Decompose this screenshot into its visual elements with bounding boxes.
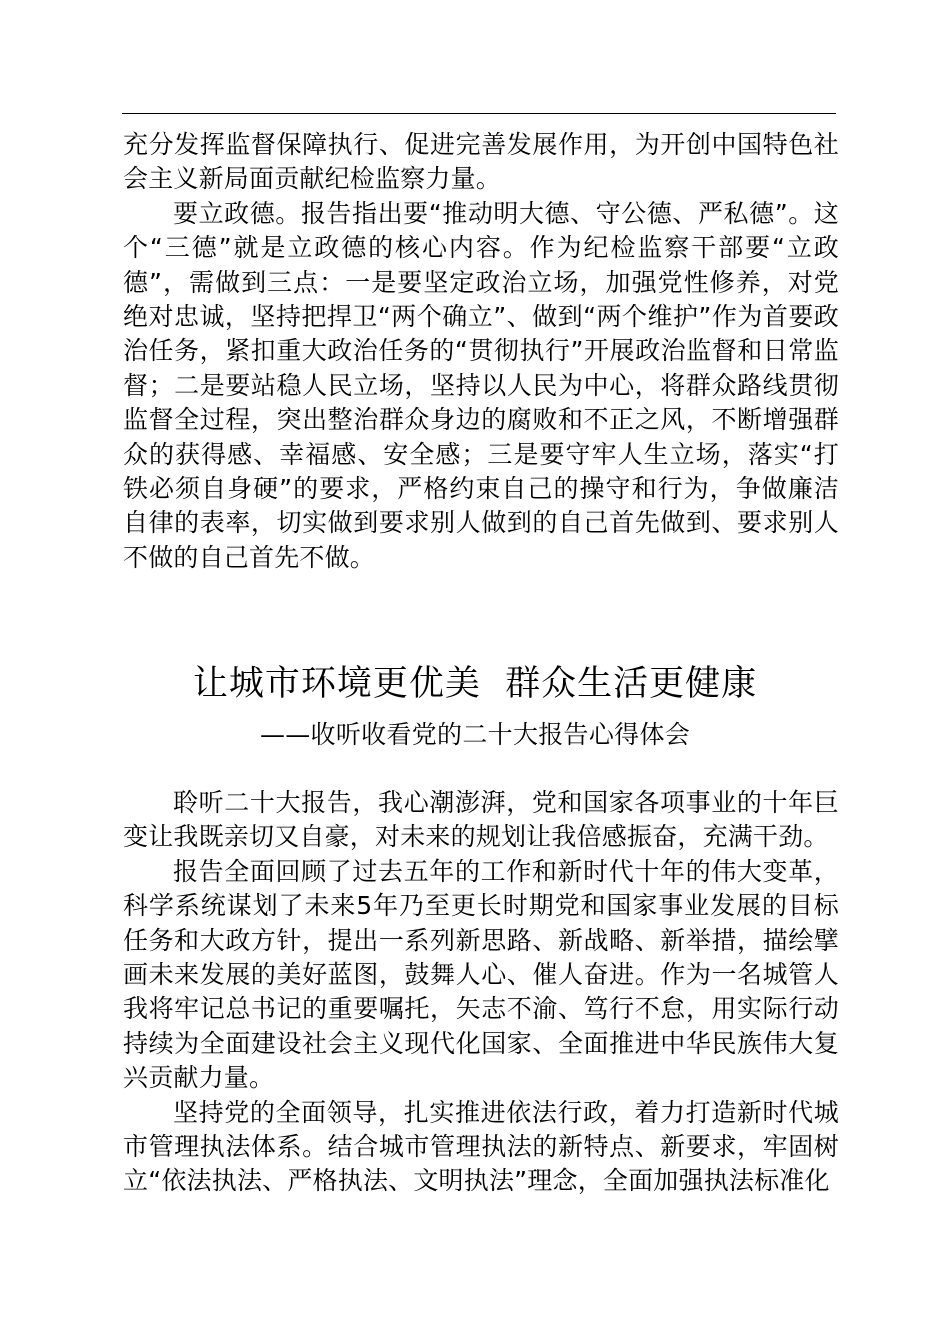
article-body bbox=[123, 786, 839, 1199]
article-title: 让城市环境更优美 群众生活更健康 bbox=[192, 664, 758, 704]
paragraph-continuation: 充分发挥监督保障执行、促进完善发展作用，为开创中国特色社会主义新局面贡献纪检监察力量。 bbox=[123, 130, 839, 194]
paragraph-report-review: 报告全面回顾了过去五年的工作和新时代十年的伟大变革，科学系统谋划了未来5年乃至更长时期党和国家事业发展的目标任务和大政方针，提出一系列新思路、新战略、新举措，描绘擘画未来发展的美好蓝图，鼓舞人心、催人奋进。作为一名城管人我将牢记总书记的重要嘱托，矢志不渝、笃行不怠，用实际行动持续为全面建设社会主义现代化国家、全面推进中华民族伟大复兴贡献力量。 bbox=[123, 856, 839, 1093]
article-subtitle: ——收听收看党的二十大报告心得体会 bbox=[259, 720, 691, 749]
paragraph-party-leadership: 坚持党的全面领导，扎实推进依法行政，着力打造新时代城市管理执法体系。结合城市管理执法的新特点、新要求，牢固树立“依法执法、严格执法、文明执法”理念，全面加强执法标准化 bbox=[123, 1097, 839, 1196]
paragraph-intro: 聆听二十大报告，我心潮澎湃，党和国家各项事业的十年巨变让我既亲切又自豪，对未来的规划让我倍感振奋，充满干劲。 bbox=[123, 788, 839, 852]
header-rule bbox=[122, 113, 836, 114]
paragraph-political-virtue: 要立政德。报告指出要“推动明大德、守公德、严私德”。这个“三德”就是立政德的核心内容。作为纪检监察干部要“立政德”，需做到三点：一是要坚定政治立场，加强党性修养，对党绝对忠诚，坚持把捍卫“两个确立”、做到“两个维护”作为首要政治任务，紧扣重大政治任务的“贯彻执行”开展政治监督和日常监督；二是要站稳人民立场，坚持以人民为中心，将群众路线贯彻监督全过程，突出整治群众身边的腐败和不正之风，不断增强群众的获得感、幸福感、安全感；三是要守牢人生立场，落实“打铁必须自身硬”的要求，严格约束自己的操守和行为，争做廉洁自律的表率，切实做到要求别人做到的自己首先做到、要求别人不做的自己首先不做。 bbox=[123, 198, 839, 572]
previous-article-text bbox=[123, 128, 839, 575]
